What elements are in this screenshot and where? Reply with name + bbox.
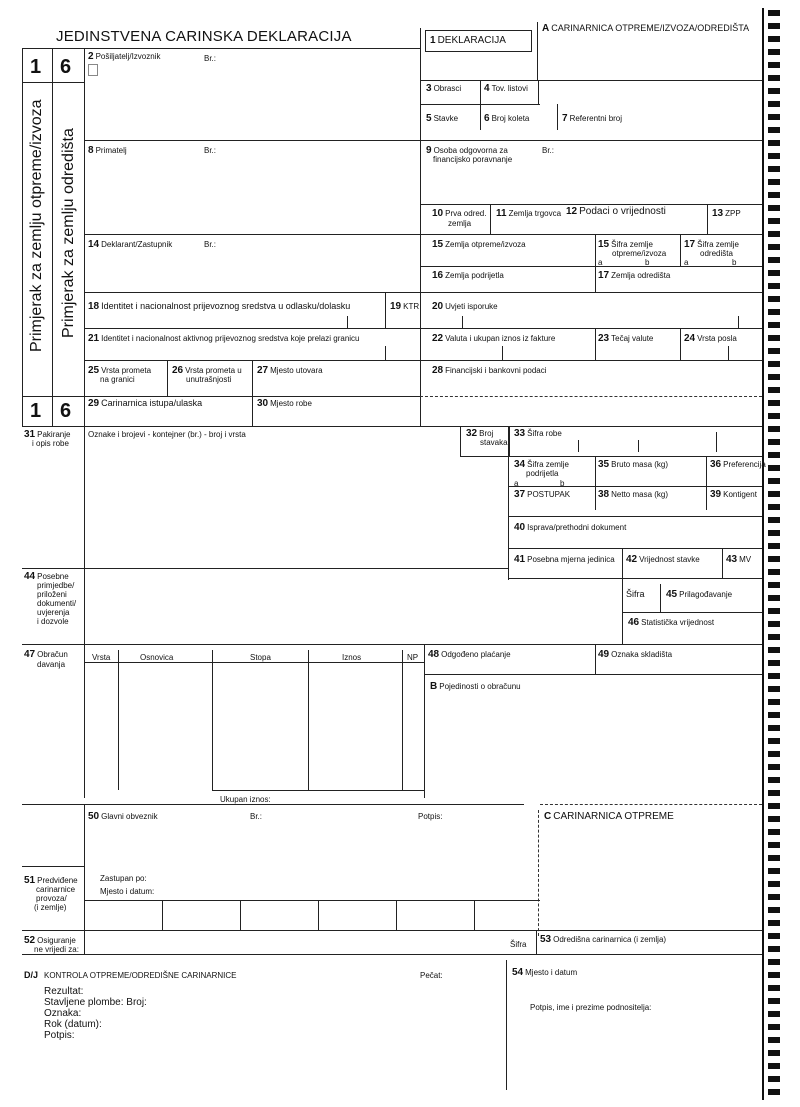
box52-label-2: ne vrijedi za: [34,945,79,954]
box31-label: 31 Pakiranje [24,429,71,440]
box22-label: 22 Valuta i ukupan iznos iz fakture [432,333,556,344]
binding-hole [768,270,780,276]
box21-label: 21 Identitet i nacionalnost aktivnog prijevoznog sredstva koje prelazi granicu [88,333,360,344]
binding-hole [768,660,780,666]
binding-hole [768,322,780,328]
binding-hole [768,88,780,94]
mjesto-label: Mjesto i datum: [100,887,155,896]
copy-number: 1 [30,56,42,78]
binding-hole [768,244,780,250]
boxB-label: B Pojedinosti o obračunu [430,681,521,692]
box20-label: 20 Uvjeti isporuke [432,301,498,312]
binding-hole [768,582,780,588]
binding-hole [768,231,780,237]
binding-hole [768,101,780,107]
rezultat-label: Rezultat: [44,986,84,997]
box37-label: 37 POSTUPAK [514,489,571,500]
box14-br: Br.: [204,240,217,249]
binding-hole [768,920,780,926]
binding-hole [768,517,780,523]
binding-hole [768,127,780,133]
binding-hole [768,777,780,783]
binding-hole [768,49,780,55]
copy-number-bottom: 1 [30,400,42,422]
binding-hole [768,439,780,445]
box3-label: 3 Obrasci [426,83,462,94]
binding-hole [768,140,780,146]
box44-label: 44 Posebne [24,571,69,582]
box16-label: 16 Zemlja podrijetla [432,270,504,281]
binding-hole [768,465,780,471]
binding-hole [768,868,780,874]
binding-hole [768,673,780,679]
box5-label: 5 Stavke [426,113,459,124]
dj-label: D/J [24,970,39,980]
box33-label: 33 Šifra robe [514,428,562,439]
binding-hole [768,153,780,159]
sifra-label: Šifra [626,589,645,599]
binding-hole [768,374,780,380]
form-title: JEDINSTVENA CARINSKA DEKLARACIJA [56,28,352,45]
box51-label-2: carinarnice [36,885,76,894]
binding-hole [768,959,780,965]
box36-label: 36 Preferencija [710,459,766,470]
box31-marks-label: Oznake i brojevi - kontejner (br.) - broj i vrsta [88,430,246,439]
binding-hole [768,894,780,900]
copy-number-6-bottom: 6 [60,400,72,422]
box44-label-3: priloženi [37,590,67,599]
box35-label: 35 Bruto masa (kg) [598,459,669,470]
binding-hole [768,1024,780,1030]
box24-label: 24 Vrsta posla [684,333,737,344]
box29-label: 29 Carinarnica istupa/ulaska [88,398,203,409]
box17-label: 17 Zemlja odredišta [598,270,671,281]
binding-hole [768,738,780,744]
box17a-a: a [684,258,689,267]
box50-br: Br.: [250,812,263,821]
binding-hole [768,478,780,484]
col-osnovica: Osnovica [140,653,174,662]
binding-hole [768,491,780,497]
box2-br: Br.: [204,54,217,63]
binding-hole [768,179,780,185]
binding-hole [768,452,780,458]
box54-label: 54 Mjesto i datum [512,967,578,978]
rok-label: Rok (datum): [44,1019,102,1030]
box19-label: 19 KTR [390,301,420,312]
binding-hole [768,296,780,302]
binding-hole [768,829,780,835]
binding-hole [768,361,780,367]
box52-label: 52 Osiguranje [24,935,76,946]
box6-label: 6 Broj koleta [484,113,530,124]
box50-potpis: Potpis: [418,812,443,821]
box49-label: 49 Oznaka skladišta [598,649,673,660]
col-np: NP [407,653,419,662]
binding-hole [768,751,780,757]
pecat-label: Pečat: [420,971,443,980]
binding-hole [768,686,780,692]
box15a-label-2: otpreme/izvoza [612,249,667,258]
binding-hole [768,842,780,848]
box51-label-4: (i zemlje) [34,903,67,912]
box23-label: 23 Tečaj valute [598,333,654,344]
binding-hole [768,712,780,718]
kontrola-label: KONTROLA OTPREME/ODREDIŠNE CARINARNICE [44,971,237,980]
box26-label-2: unutrašnjosti [186,375,232,384]
box17a-label-2: odredišta [700,249,733,258]
boxA-label: A CARINARNICA OTPREME/IZVOZA/ODREDIŠTA [542,23,750,34]
binding-hole [768,1063,780,1069]
binding-hole [768,816,780,822]
box34-label: 34 Šifra zemlje [514,459,569,470]
box25-label: 25 Vrsta prometa [88,365,152,376]
binding-hole [768,400,780,406]
binding-hole [768,543,780,549]
zastupan-label: Zastupan po: [100,874,147,883]
binding-hole [768,972,780,978]
box9-br: Br.: [542,146,555,155]
oznaka-label: Oznaka: [44,1008,82,1019]
binding-hole [768,1037,780,1043]
box51-label-3: provoza/ [36,894,67,903]
binding-hole [768,283,780,289]
binding-hole [768,725,780,731]
box17a-label: 17 Šifra zemlje [684,239,739,250]
box47-label: 47 Obračun [24,649,68,660]
potpis2-label: Potpis: [44,1030,75,1041]
binding-hole [768,855,780,861]
box4-label: 4 Tov. listovi [484,83,528,94]
box40-label: 40 Isprava/prethodni dokument [514,522,627,533]
box31-label-2: i opis robe [32,439,69,448]
box42-label: 42 Vrijednost stavke [626,554,700,565]
binding-hole [768,62,780,68]
box25-label-2: na granici [100,375,135,384]
binding-hole [768,1076,780,1082]
box45-label: 45 Prilagođavanje [666,589,733,600]
binding-hole [768,1011,780,1017]
binding-hole [768,257,780,263]
box44-label-2: primjedbe/ [37,581,75,590]
box38-label: 38 Netto masa (kg) [598,489,669,500]
col-stopa: Stopa [250,653,271,662]
box43-label: 43 MV [726,554,752,565]
box32-label: 32 Broj [466,428,494,439]
binding-hole [768,504,780,510]
binding-hole [768,933,780,939]
binding-hole [768,192,780,198]
binding-hole [768,569,780,575]
box9-label-2: financijsko poravnanje [433,155,513,164]
box8-br: Br.: [204,146,217,155]
binding-hole [768,985,780,991]
binding-hole [768,335,780,341]
box2-label: 2 Pošiljatelj/Izvoznik [88,51,161,62]
box34-a: a [514,479,519,488]
box17a-b: b [732,258,737,267]
binding-hole [768,23,780,29]
binding-hole [768,634,780,640]
binding-hole [768,413,780,419]
binding-hole [768,75,780,81]
binding-hole [768,608,780,614]
box46-label: 46 Statistička vrijednost [628,617,715,628]
box26-label: 26 Vrsta prometa u [172,365,242,376]
box34-b: b [560,479,565,488]
box44-label-6: i dozvole [37,617,69,626]
binding-hole [768,530,780,536]
binding-hole [768,595,780,601]
binding-hole [768,10,780,16]
copy-label-export: Primjerak za zemlju otpreme/izvoza [28,99,45,352]
binding-hole [768,803,780,809]
box11-label: 11 Zemlja trgovca [496,208,562,219]
box15a-b: b [645,258,650,267]
box2-checkbox[interactable] [88,64,98,76]
box53-label: 53 Odredišna carinarnica (i zemlja) [540,934,667,945]
box41-label: 41 Posebna mjerna jedinica [514,554,615,565]
binding-hole [768,114,780,120]
box51-label: 51 Predviđene [24,875,78,886]
binding-hole [768,166,780,172]
binding-hole [768,348,780,354]
copy-label-destination: Primjerak za zemlju odredišta [60,128,77,338]
col-vrsta: Vrsta [92,653,111,662]
binding-hole [768,1050,780,1056]
binding-hole [768,907,780,913]
box44-label-5: uvjerenja [37,608,70,617]
box50-label: 50 Glavni obveznik [88,811,158,822]
binding-hole [768,764,780,770]
binding-hole [768,881,780,887]
binding-hole [768,946,780,952]
binding-hole [768,387,780,393]
col-iznos: Iznos [342,653,362,662]
box44-label-4: dokumenti/ [37,599,77,608]
box18-label: 18 Identitet i nacionalnost prijevoznog sredstva u odlasku/dolasku [88,301,351,312]
box8-label: 8 Primatelj [88,145,127,156]
binding-hole [768,1089,780,1095]
box32-label-2: stavaka [480,438,508,447]
binding-hole [768,36,780,42]
copy-number-6: 6 [60,56,72,78]
binding-hole [768,699,780,705]
box52-sifra: Šifra [510,940,527,949]
binding-hole [768,205,780,211]
box28-label: 28 Financijski i bankovni podaci [432,365,547,376]
box7-label: 7 Referentni broj [562,113,623,124]
box47-label-2: davanja [37,660,66,669]
binding-hole [768,426,780,432]
box15a-label: 15 Šifra zemlje [598,239,653,250]
box34-label-2: podrijetla [526,469,559,478]
binding-hole [768,790,780,796]
binding-hole [768,556,780,562]
binding-hole [768,998,780,1004]
box14-label: 14 Deklarant/Zastupnik [88,239,173,250]
box48-label: 48 Odgođeno plaćanje [428,649,511,660]
box27-label: 27 Mjesto utovara [257,365,323,376]
box12-label: 12 Podaci o vrijednosti [566,206,666,217]
binding-hole [768,218,780,224]
potpis-ime-label: Potpis, ime i prezime podnositelja: [530,1003,652,1012]
box30-label: 30 Mjesto robe [257,398,312,409]
box39-label: 39 Kontigent [710,489,757,500]
binding-hole [768,647,780,653]
binding-hole [768,621,780,627]
binding-hole [768,309,780,315]
box9-label: 9 Osoba odgovorna za [426,145,508,156]
ukupan-label: Ukupan iznos: [220,795,271,804]
box1-label: 1 DEKLARACIJA [430,35,506,46]
box13-label: 13 ZPP [712,208,741,219]
box15a-a: a [598,258,603,267]
box10-label: 10 Prva odred. [432,208,487,219]
boxC-label: C CARINARNICA OTPREME [544,811,674,822]
box15-label: 15 Zemlja otpreme/izvoza [432,239,526,250]
box10-label-2: zemlja [448,219,472,228]
plombe-label: Stavljene plombe: Broj: [44,997,147,1008]
